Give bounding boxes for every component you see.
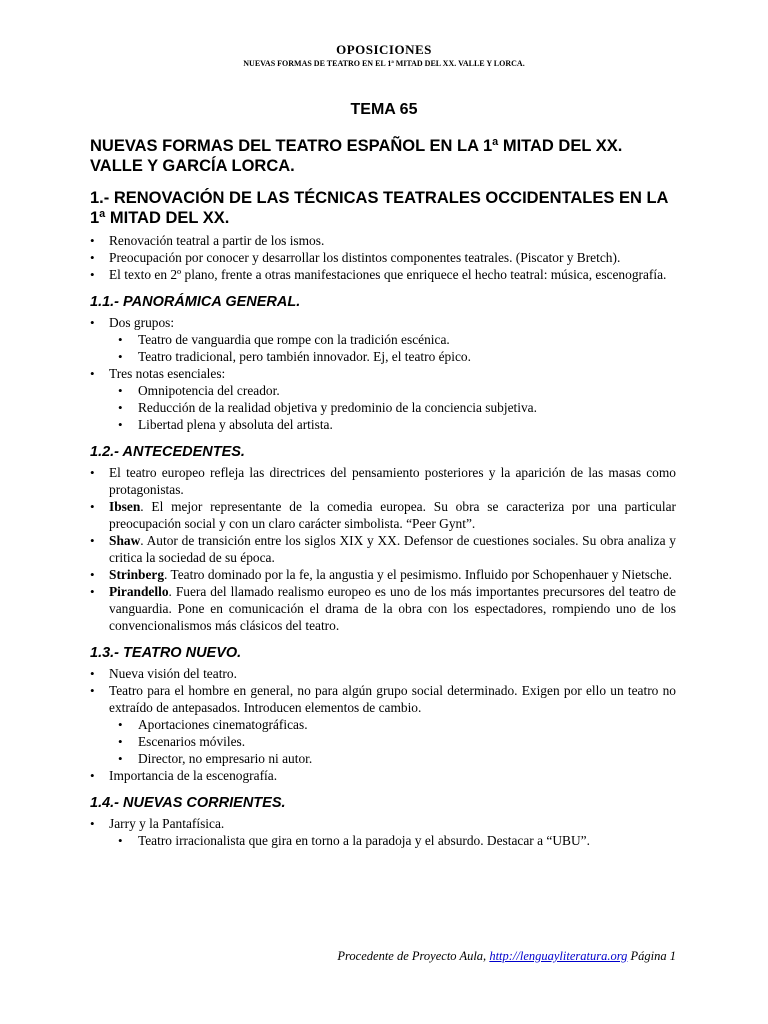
list-item: • Renovación teatral a partir de los ismos. (90, 232, 676, 249)
section-1-list (90, 232, 676, 283)
main-title: NUEVAS FORMAS DEL TEATRO ESPAÑOL EN LA 1ª MITAD DEL XX. VALLE Y GARCÍA LORCA. (90, 137, 623, 175)
footer-link[interactable]: http://lenguayliteratura.org (489, 949, 628, 963)
list-item: • Tres notas esenciales: (90, 365, 676, 382)
list-item: • Shaw. Autor de transición entre los siglos XIX y XX. Defensor de cuestiones sociales. Su obra analiza y critica la sociedad de su época. (90, 532, 676, 566)
section-1-3-sublist (118, 716, 676, 767)
section-1-4-list (90, 815, 676, 832)
footer-prefix: Procedente de Proyecto Aula, (337, 949, 490, 963)
list-item: • Escenarios móviles. (118, 733, 676, 750)
section-1-1-heading: 1.1.- PANORÁMICA GENERAL. (90, 294, 301, 310)
list-item: • Aportaciones cinematográficas. (118, 716, 676, 733)
list-item: • Teatro para el hombre en general, no para algún grupo social determinado. Exigen por ello un teatro no extraído de antepasados. Introducen elementos de cambio. (90, 682, 676, 716)
page-footer (337, 949, 676, 964)
header-subtitle: NUEVAS FORMAS DE TEATRO EN EL 1ª MITAD DEL XX. VALLE Y LORCA. (243, 59, 525, 68)
tema-title: TEMA 65 (350, 101, 418, 118)
section-1-4-sublist (118, 832, 676, 849)
list-item: • Preocupación por conocer y desarrollar los distintos componentes teatrales. (Piscator y Bretch). (90, 249, 676, 266)
section-1-1-sublist-2 (118, 382, 676, 433)
section-1-3-list-2 (90, 767, 676, 784)
list-item: • Reducción de la realidad objetiva y predominio de la conciencia subjetiva. (118, 399, 676, 416)
list-item: • Director, no empresario ni autor. (118, 750, 676, 767)
section-1-2-heading: 1.2.- ANTECEDENTES. (90, 444, 245, 460)
section-1-heading: 1.- RENOVACIÓN DE LAS TÉCNICAS TEATRALES OCCIDENTALES EN LA 1ª MITAD DEL XX. (90, 189, 668, 227)
author-name: Shaw (109, 533, 141, 548)
list-item: • Importancia de la escenografía. (90, 767, 676, 784)
list-item: • Dos grupos: (90, 314, 676, 331)
section-1-3-list (90, 665, 676, 716)
header-title: OPOSICIONES (336, 42, 432, 57)
list-item: • Teatro irracionalista que gira en torno a la paradoja y el absurdo. Destacar a “UBU”. (118, 832, 676, 849)
section-1-2-list (90, 464, 676, 634)
list-item: • Strinberg. Teatro dominado por la fe, la angustia y el pesimismo. Influido por Schopenhauer y Nietsche. (90, 566, 676, 583)
list-item: • Ibsen. El mejor representante de la comedia europea. Su obra se caracteriza por una particular preocupación social y con un claro carácter simbolista. “Peer Gynt”. (90, 498, 676, 532)
list-item: • Pirandello. Fuera del llamado realismo europeo es uno de los más importantes precursores del teatro de vanguardia. Pone en comunicación el drama de la obra con los espectadores, rompiendo uno de los convencionalismos más clásicos del teatro. (90, 583, 676, 634)
list-item: • Omnipotencia del creador. (118, 382, 676, 399)
section-1-1-list (90, 314, 676, 331)
list-item: • Libertad plena y absoluta del artista. (118, 416, 676, 433)
list-item: • Nueva visión del teatro. (90, 665, 676, 682)
document-body (90, 136, 676, 849)
author-name: Strinberg (109, 567, 165, 582)
list-item: • Teatro de vanguardia que rompe con la tradición escénica. (118, 331, 676, 348)
author-name: Ibsen (109, 499, 141, 514)
section-1-1-sublist-1 (118, 331, 676, 365)
author-name: Pirandello (109, 584, 169, 599)
section-1-1-list-2 (90, 365, 676, 382)
list-item: • Teatro tradicional, pero también innovador. Ej, el teatro épico. (118, 348, 676, 365)
list-item: • Jarry y la Pantafísica. (90, 815, 676, 832)
list-item: • El texto en 2º plano, frente a otras manifestaciones que enriquece el hecho teatral: música, escenografía. (90, 266, 676, 283)
footer-page-number: Página 1 (627, 949, 676, 963)
list-item: • El teatro europeo refleja las directrices del pensamiento posteriores y la aparición de las masas como protagonistas. (90, 464, 676, 498)
section-1-3-heading: 1.3.- TEATRO NUEVO. (90, 645, 242, 661)
section-1-4-heading: 1.4.- NUEVAS CORRIENTES. (90, 795, 286, 811)
